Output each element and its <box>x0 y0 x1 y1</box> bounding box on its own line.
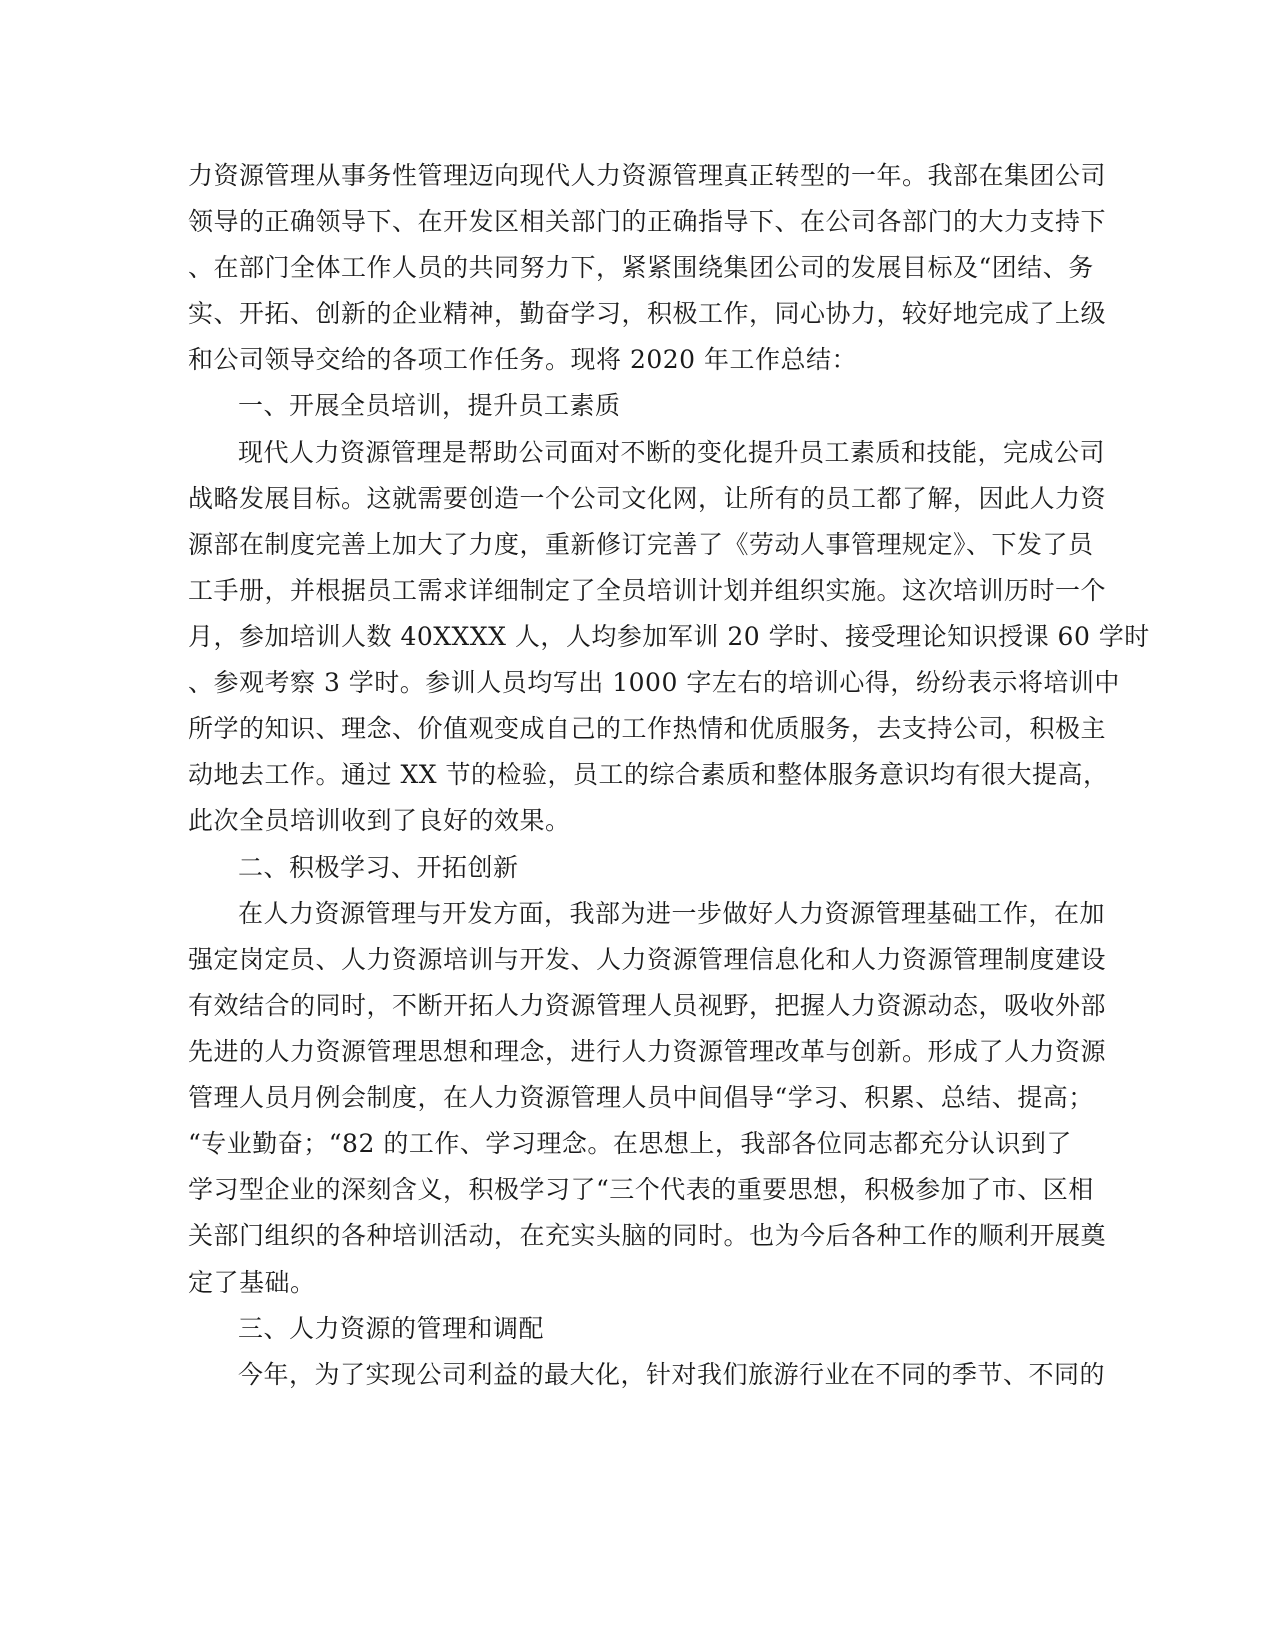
text-line: 有效结合的同时，不断开拓人力资源管理人员视野，把握人力资源动态，吸收外部 <box>188 991 1107 1020</box>
text-line: 、参观考察 3 学时。参训人员均写出 1000 字左右的培训心得，纷纷表示将培训中 <box>188 668 1120 697</box>
text-line: 所学的知识、理念、价值观变成自己的工作热情和优质服务，去支持公司，积极主 <box>188 714 1107 743</box>
text-line: 管理人员月例会制度，在人力资源管理人员中间倡导“学习、积累、总结、提高； <box>188 1083 1094 1112</box>
text-line: 源部在制度完善上加大了力度，重新修订完善了《劳动人事管理规定》、下发了员 <box>188 530 1094 559</box>
text-line: 学习型企业的深刻含义，积极学习了“三个代表的重要思想，积极参加了市、区相 <box>188 1175 1094 1204</box>
text-line: 在人力资源管理与开发方面，我部为进一步做好人力资源管理基础工作，在加 <box>238 899 1106 928</box>
text-line: 今年，为了实现公司利益的最大化，针对我们旅游行业在不同的季节、不同的 <box>238 1360 1106 1389</box>
text-line: 强定岗定员、人力资源培训与开发、人力资源管理信息化和人力资源管理制度建设 <box>188 945 1107 974</box>
text-line: 关部门组织的各种培训活动，在充实头脑的同时。也为今后各种工作的顺利开展奠 <box>188 1221 1107 1250</box>
text-line: “专业勤奋；“82 的工作、学习理念。在思想上，我部各位同志都充分认识到了 <box>188 1129 1072 1158</box>
text-line: 战略发展目标。这就需要创造一个公司文化网，让所有的员工都了解，因此人力资 <box>188 484 1107 513</box>
text-line: 和公司领导交给的各项工作任务。现将 2020 年工作总结： <box>188 345 858 374</box>
section-heading: 三、人力资源的管理和调配 <box>238 1314 545 1343</box>
section-heading: 二、积极学习、开拓创新 <box>238 853 519 882</box>
text-line: 、在部门全体工作人员的共同努力下，紧紧围绕集团公司的发展目标及“团结、务 <box>188 253 1094 282</box>
section-heading: 一、开展全员培训，提升员工素质 <box>238 391 621 420</box>
text-line: 领导的正确领导下、在开发区相关部门的正确指导下、在公司各部门的大力支持下 <box>188 207 1107 236</box>
text-line: 现代人力资源管理是帮助公司面对不断的变化提升员工素质和技能，完成公司 <box>238 438 1106 467</box>
text-line: 此次全员培训收到了良好的效果。 <box>188 806 571 835</box>
text-line: 先进的人力资源管理思想和理念，进行人力资源管理改革与创新。形成了人力资源 <box>188 1037 1107 1066</box>
text-line: 动地去工作。通过 XX 节的检验，员工的综合素质和整体服务意识均有很大提高， <box>188 760 1109 789</box>
text-line: 力资源管理从事务性管理迈向现代人力资源管理真正转型的一年。我部在集团公司 <box>188 161 1107 190</box>
text-line: 月，参加培训人数 40XXXX 人，人均参加军训 20 学时、接受理论知识授课 60 学时 <box>188 622 1150 651</box>
text-line: 工手册，并根据员工需求详细制定了全员培训计划并组织实施。这次培训历时一个 <box>188 576 1107 605</box>
text-line: 定了基础。 <box>188 1268 316 1297</box>
text-line: 实、开拓、创新的企业精神，勤奋学习，积极工作，同心协力，较好地完成了上级 <box>188 299 1107 328</box>
